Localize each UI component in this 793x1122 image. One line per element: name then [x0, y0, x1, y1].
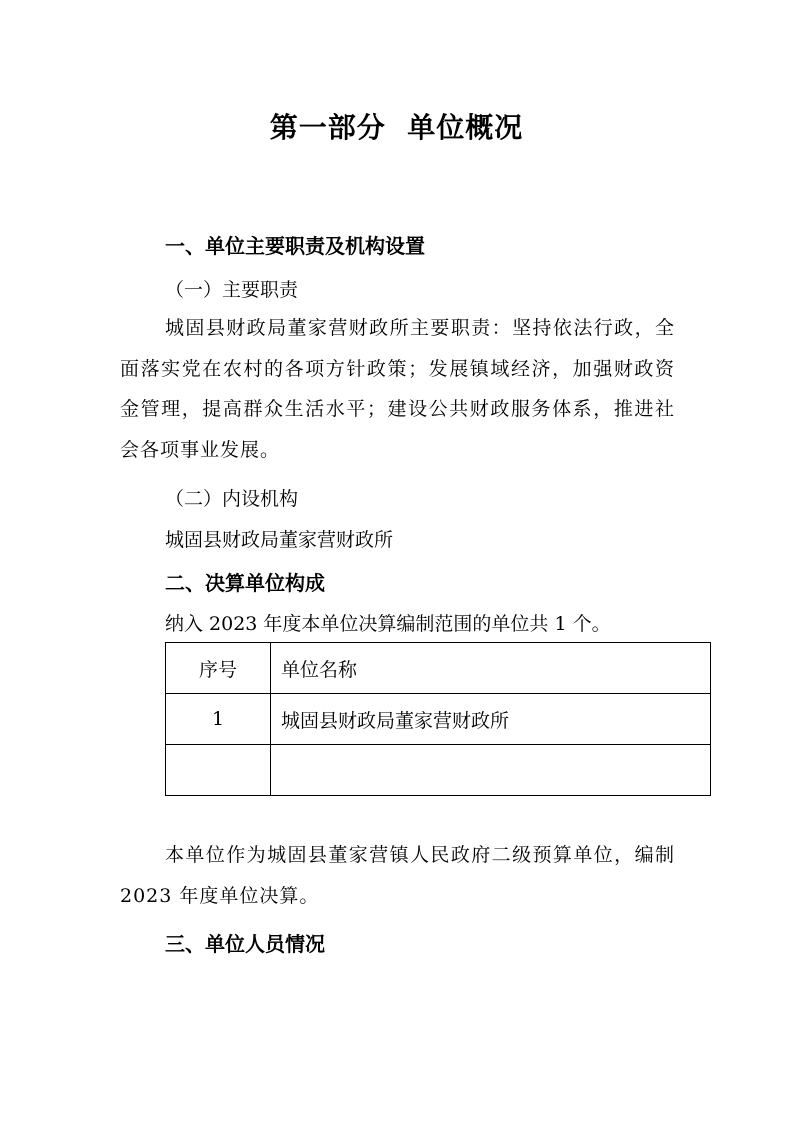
- budget-units-intro: 纳入 2023 年度本单位决算编制范围的单位共 1 个。: [165, 613, 611, 635]
- table-header-index: 序号: [166, 643, 271, 694]
- table-cell-index: 1: [166, 694, 271, 745]
- table-cell-index: [166, 745, 271, 796]
- table-row: [166, 745, 711, 796]
- units-table: [165, 642, 711, 796]
- budget-note-paragraph: 本单位作为城固县董家营镇人民政府二级预算单位，编制 2023 年度单位决算。: [120, 844, 675, 907]
- subheading-internal-organization: （二）内设机构: [165, 488, 299, 510]
- table-header-row: [166, 643, 711, 694]
- table-cell-unit-name: [271, 745, 711, 796]
- subheading-main-duties: （一）主要职责: [165, 279, 299, 301]
- duties-paragraph: 城固县财政局董家营财政所主要职责：坚持依法行政，全面落实党在农村的各项方针政策；发展镇域经济，加强财政资金管理，提高群众生活水平；建设公共财政服务体系，推进社会各项事业发展。: [120, 317, 675, 461]
- table-header-unit-name: 单位名称: [271, 643, 711, 694]
- table-cell-unit-name: 城固县财政局董家营财政所: [271, 694, 711, 745]
- table-row: [166, 694, 711, 745]
- section-heading-budget-units: 二、决算单位构成: [165, 571, 325, 595]
- section-heading-duties-and-organization: 一、单位主要职责及机构设置: [165, 234, 425, 258]
- organization-name: 城固县财政局董家营财政所: [165, 529, 394, 551]
- page-title: 第一部分 单位概况: [269, 111, 524, 144]
- section-heading-staff: 三、单位人员情况: [165, 932, 325, 956]
